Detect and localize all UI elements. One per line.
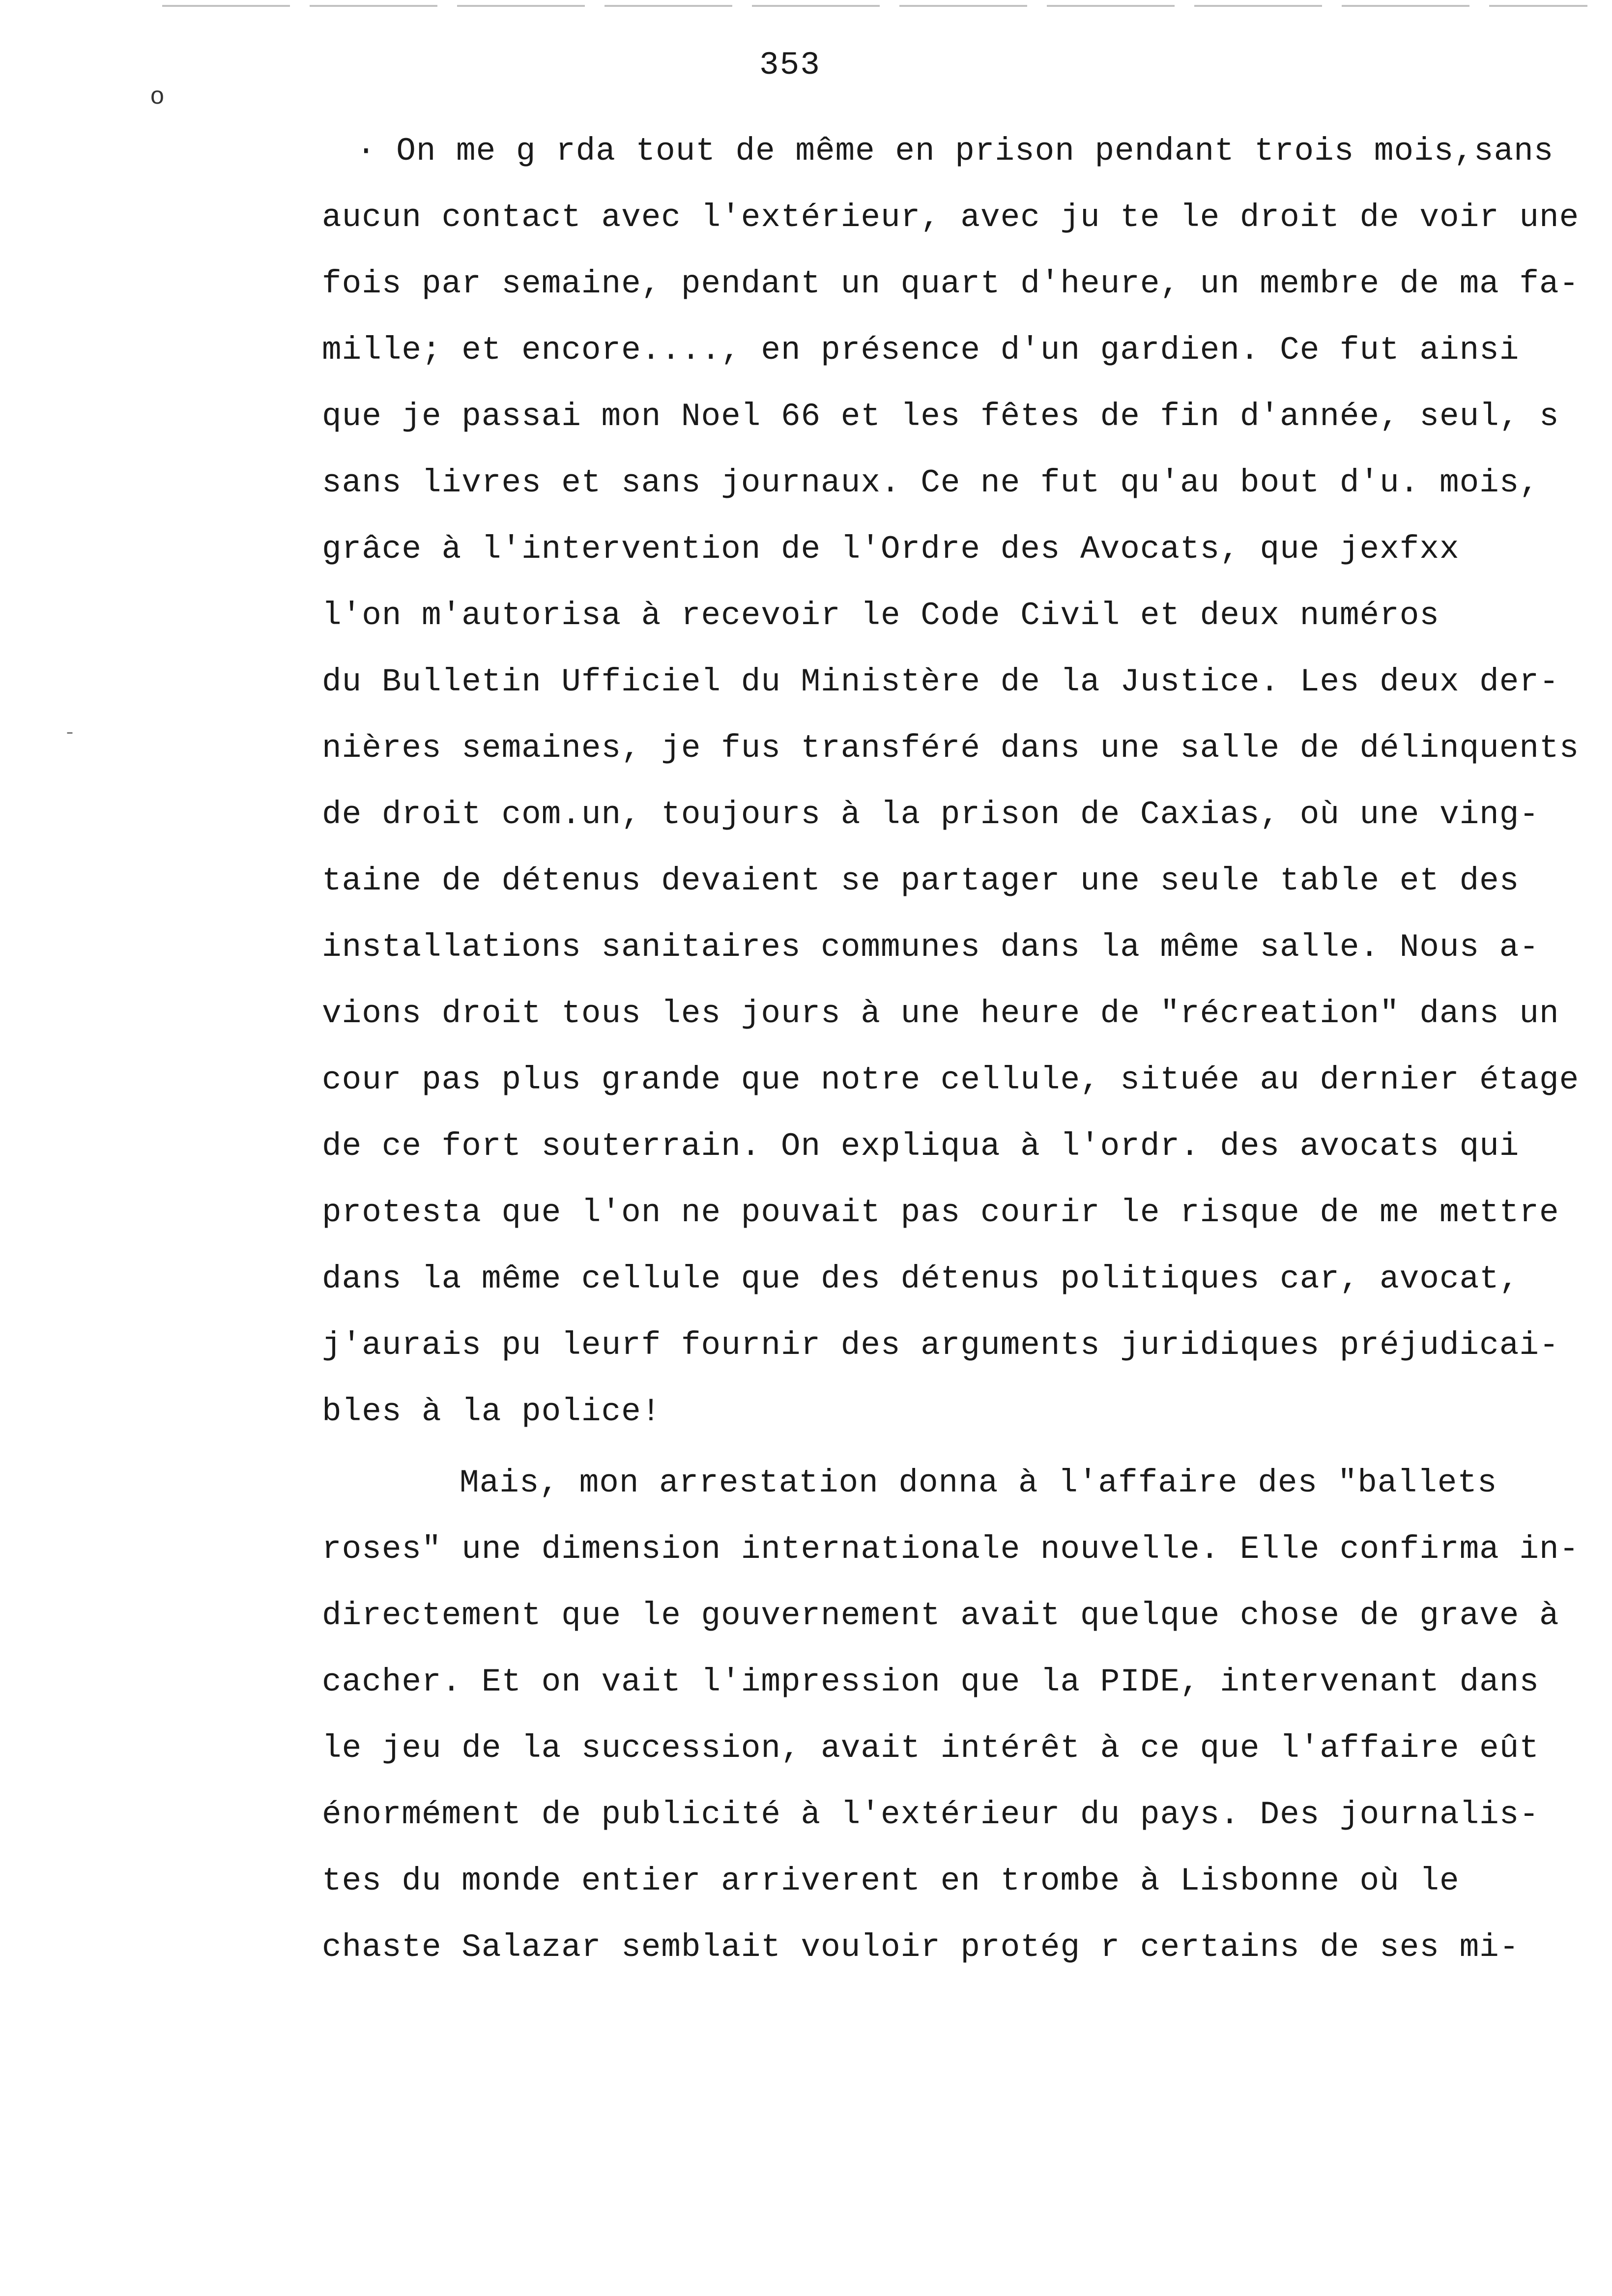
margin-mark-left: - — [64, 722, 76, 745]
paragraph-2 — [322, 1450, 1580, 1980]
text-line: de droit com.un, toujours à la prison de Caxias, où une ving- — [322, 796, 1539, 833]
text-line: Mais, mon arrestation donna à l'affaire des "ballets — [460, 1464, 1497, 1501]
text-line: roses" une dimension internationale nouvelle. Elle confirma in- — [322, 1531, 1580, 1568]
text-line: bles à la police! — [322, 1393, 662, 1430]
text-line: · On me g rda tout de même en prison pendant trois mois,sans — [356, 133, 1554, 170]
margin-mark-top-left: o — [150, 84, 165, 112]
paragraph-gap — [322, 1445, 1580, 1450]
top-border-line — [162, 5, 1587, 7]
text-line: de ce fort souterrain. On expliqua à l'ordr. des avocats qui — [322, 1128, 1520, 1165]
page-number: 353 — [759, 47, 821, 84]
text-line: directement que le gouvernement avait quelque chose de grave à — [322, 1597, 1559, 1634]
text-line: cacher. Et on vait l'impression que la PIDE, intervenant dans — [322, 1664, 1539, 1700]
text-line: l'on m'autorisa à recevoir le Code Civil et deux numéros — [322, 597, 1439, 634]
text-line: taine de détenus devaient se partager une seule table et des — [322, 862, 1520, 899]
text-line: tes du monde entier arriverent en trombe à Lisbonne où le — [322, 1863, 1460, 1899]
body-text — [322, 118, 1580, 1980]
text-line: cour pas plus grande que notre cellule, située au dernier étage — [322, 1062, 1580, 1098]
text-line: installations sanitaires communes dans la même salle. Nous a- — [322, 929, 1539, 966]
text-line: le jeu de la succession, avait intérêt à ce que l'affaire eût — [322, 1730, 1539, 1767]
text-line: chaste Salazar semblait vouloir protég r certains de ses mi- — [322, 1929, 1520, 1966]
text-line: énormément de publicité à l'extérieur du pays. Des journalis- — [322, 1796, 1539, 1833]
text-line: fois par semaine, pendant un quart d'heure, un membre de ma fa- — [322, 265, 1580, 302]
text-line: du Bulletin Ufficiel du Ministère de la Justice. Les deux der- — [322, 663, 1559, 700]
text-line: aucun contact avec l'extérieur, avec ju te le droit de voir une — [322, 199, 1580, 236]
text-line: grâce à l'intervention de l'Ordre des Avocats, que jexfxx — [322, 531, 1460, 568]
text-line: sans livres et sans journaux. Ce ne fut qu'au bout d'u. mois, — [322, 464, 1539, 501]
text-line: j'aurais pu leurf fournir des arguments juridiques préjudicai- — [322, 1327, 1559, 1364]
text-line: que je passai mon Noel 66 et les fêtes de fin d'année, seul, s — [322, 398, 1559, 435]
text-line: vions droit tous les jours à une heure de "récreation" dans un — [322, 995, 1559, 1032]
text-line: nières semaines, je fus transféré dans une salle de délinquents — [322, 730, 1580, 767]
text-line: dans la même cellule que des détenus politiques car, avocat, — [322, 1261, 1520, 1297]
text-line: protesta que l'on ne pouvait pas courir le risque de me mettre — [322, 1194, 1559, 1231]
paragraph-1 — [322, 118, 1580, 1445]
text-line: mille; et encore...., en présence d'un gardien. Ce fut ainsi — [322, 332, 1520, 369]
